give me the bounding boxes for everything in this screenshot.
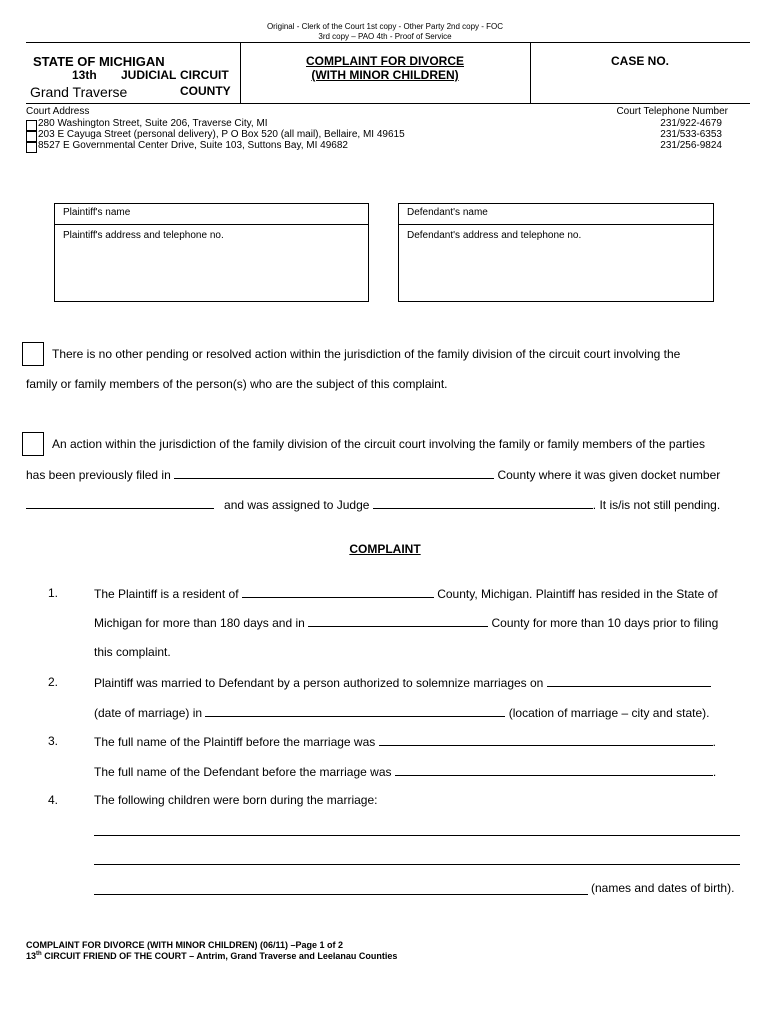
plaintiff-maiden-label: The full name of the Plaintiff before the marriage was	[94, 735, 376, 749]
names-dates-label: (names and dates of birth).	[591, 881, 735, 895]
county-label: COUNTY	[180, 84, 231, 98]
no-pending-text-1: There is no other pending or resolved action within the jurisdiction of the family division of the circuit court involving the	[52, 347, 681, 361]
item-4-number: 4.	[48, 793, 59, 807]
state-label: STATE OF MICHIGAN	[33, 54, 165, 69]
footer-circuit-suffix: th	[36, 951, 42, 957]
header-bottom-rule	[26, 103, 750, 104]
defendant-maiden-label: The full name of the Defendant before the marriage was	[94, 765, 392, 779]
footer-circuit-number: 13	[26, 951, 37, 961]
defendant-box	[398, 203, 714, 302]
children-line-1[interactable]	[94, 835, 740, 836]
case-number-label: CASE NO.	[610, 54, 669, 68]
court-phone-2: 231/533-6353	[660, 129, 722, 140]
no-pending-text-2: family or family members of the person(s) who are the subject of this complaint.	[26, 377, 448, 391]
county-10-days-label: County for more than 10 days prior to filing	[491, 616, 719, 630]
marriage-date-field[interactable]	[547, 675, 711, 687]
item-4-line-1: The following children were born during the marriage:	[94, 793, 378, 807]
court-address-2: 203 E Cayuga Street (personal delivery), P O Box 520 (all mail), Bellaire, MI 49615	[38, 129, 405, 140]
prior-action-text-3	[26, 497, 720, 512]
plaintiff-name-label: Plaintiff's name	[63, 207, 131, 218]
defendant-box-divider	[399, 224, 713, 225]
form-title-line-2: (WITH MINOR CHILDREN)	[311, 68, 459, 82]
docket-number-field[interactable]	[26, 497, 214, 509]
item-3-number: 3.	[48, 734, 59, 748]
item-1-line-1	[94, 586, 718, 601]
court-phone-label: Court Telephone Number	[616, 106, 728, 117]
prior-action-text-2	[26, 467, 720, 482]
plaintiff-box-divider	[55, 224, 368, 225]
date-of-marriage-label: (date of marriage) in	[94, 706, 203, 720]
circuit-number: 13th	[72, 68, 97, 82]
address-checkbox-3[interactable]	[26, 142, 37, 153]
prior-action-text-1: An action within the jurisdiction of the family division of the circuit court involving the family or family members of the parties	[52, 437, 705, 451]
judge-name-field[interactable]	[373, 497, 593, 509]
prior-county-field[interactable]	[174, 467, 494, 479]
item-2-line-1	[94, 675, 711, 690]
item-2-line-2	[94, 705, 710, 720]
children-line-2[interactable]	[94, 864, 740, 865]
plaintiff-address-label: Plaintiff's address and telephone no.	[63, 230, 224, 241]
court-address-3: 8527 E Governmental Center Drive, Suite 103, Suttons Bay, MI 49682	[38, 140, 348, 151]
court-address-label: Court Address	[26, 106, 90, 117]
footer-circuit-text: CIRCUIT FRIEND OF THE COURT – Antrim, Grand Traverse and Leelanau Counties	[41, 951, 398, 961]
resident-of-label: The Plaintiff is a resident of	[94, 587, 239, 601]
county-michigan-label: County, Michigan. Plaintiff has resided in the State of	[437, 587, 718, 601]
judicial-label: JUDICIAL	[121, 68, 177, 82]
header-divider-2	[530, 42, 531, 103]
court-phone-1: 231/922-4679	[660, 118, 722, 129]
address-checkbox-1[interactable]	[26, 120, 37, 131]
defendant-address-label: Defendant's address and telephone no.	[407, 230, 582, 241]
complaint-heading: COMPLAINT	[349, 542, 421, 556]
michigan-180-label: Michigan for more than 180 days and in	[94, 616, 305, 630]
prior-action-checkbox[interactable]	[22, 432, 44, 456]
marriage-location-field[interactable]	[205, 705, 505, 717]
county-value[interactable]: Grand Traverse	[30, 84, 128, 100]
distribution-line-1: Original - Clerk of the Court 1st copy - Other Party 2nd copy - FOC	[266, 22, 504, 31]
form-title-line-1: COMPLAINT FOR DIVORCE	[306, 54, 464, 68]
header-top-rule	[26, 42, 750, 43]
item-1-number: 1.	[48, 586, 59, 600]
item-1-line-2	[94, 615, 718, 630]
prior-docket-label: County where it was given docket number	[497, 468, 721, 482]
no-pending-action-checkbox[interactable]	[22, 342, 44, 366]
assigned-judge-label: and was assigned to Judge	[224, 498, 370, 512]
footer-line-2	[26, 951, 397, 961]
location-of-marriage-label: (location of marriage – city and state).	[508, 706, 710, 720]
footer-line-1: COMPLAINT FOR DIVORCE (WITH MINOR CHILDREN) (06/11) –Page 1 of 2	[26, 940, 344, 950]
prior-filed-in-label: has been previously filed in	[26, 468, 171, 482]
distribution-line-2: 3rd copy – PAO 4th - Proof of Service	[318, 32, 452, 41]
pending-status-label: . It is/is not still pending.	[592, 498, 721, 512]
court-phone-3: 231/256-9824	[660, 140, 722, 151]
item-2-number: 2.	[48, 675, 59, 689]
item-1-line-3: this complaint.	[94, 645, 171, 659]
resident-county-field[interactable]	[242, 586, 434, 598]
children-line-3[interactable]	[94, 894, 588, 895]
filing-county-field[interactable]	[308, 615, 488, 627]
item-3-line-1: The full name of the Plaintiff before the marriage was .	[94, 735, 716, 749]
circuit-label: CIRCUIT	[180, 68, 229, 82]
defendant-name-label: Defendant's name	[407, 207, 488, 218]
married-label: Plaintiff was married to Defendant by a person authorized to solemnize marriages on	[94, 676, 544, 690]
plaintiff-prior-name-field[interactable]	[379, 734, 713, 746]
item-3-line-2: The full name of the Defendant before the marriage was .	[94, 765, 717, 779]
court-address-1: 280 Washington Street, Suite 206, Traverse City, MI	[38, 118, 268, 129]
address-checkbox-2[interactable]	[26, 131, 37, 142]
plaintiff-box	[54, 203, 369, 302]
defendant-prior-name-field[interactable]	[395, 764, 713, 776]
